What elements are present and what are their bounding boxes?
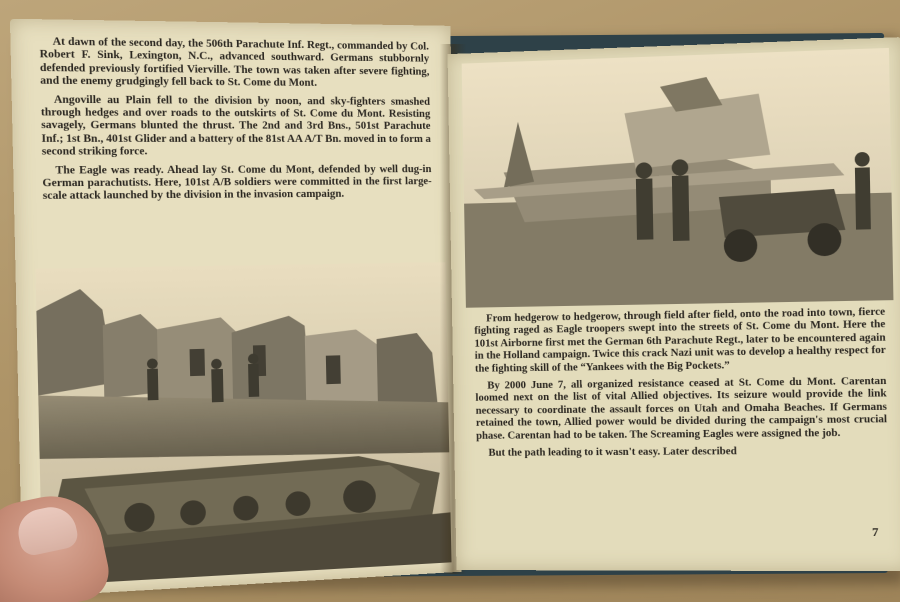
right-paragraph-2: By 2000 June 7, all organized resistance ceased at St. Come du Mont. Carentan loomed next on the list of vital Allied objectives. Its seizure would provide the link necessary to coordinate the assault forces on Utah and Omaha Beaches. If Germans retained the town, Allied power would be divided during the campaign's most crucial phase. Carentan had to be taken. The Screaming Eagles were assigned the job. xyxy=(475,375,888,442)
glider-jeep-illustration xyxy=(462,48,894,308)
page-number: 7 xyxy=(871,524,879,540)
left-page-text xyxy=(39,36,432,209)
right-page-text xyxy=(474,306,888,465)
left-paragraph-3: The Eagle was ready. Ahead lay St. Come du Mont, defended by well dug-in German parachutists. Here, 101st A/B soldiers were committed in the first large-scale attack launched by the division in the invasion campaign. xyxy=(42,163,432,203)
right-page xyxy=(448,37,900,571)
glider-jeep-photo xyxy=(462,48,894,308)
right-paragraph-3: But the path leading to it wasn't easy. Later described xyxy=(488,446,737,459)
right-paragraph-1: From hedgerow to hedgerow, through field after field, onto the road into town, fierce fighting raged as Eagle troopers swept into the streets of St. Come du Mont. Here the 101st Airborne first met the German 6th Parachute Regt., later to be encountered again in the Holland campaign. Twice this crack Nazi unit was to develop a healthy respect for the fighting skill of the “Yankees with the Big Pockets.” xyxy=(474,306,886,375)
left-paragraph-2: Angoville au Plain fell to the division by noon, and sky-fighters smashed through hedges and over roads to the outskirts of St. Come du Mont. Resisting savagely, Germans blunted the thrust. The 2nd and 3rd Bns., 501st Parachute Inf.; 1st Bn., 401st Glider and a battery of the 81st AA A/T Bn. moved in to form a second striking force. xyxy=(40,93,431,158)
left-paragraph-1: At dawn of the second day, the 506th Parachute Inf. Regt., commanded by Col. Robert F. Sink, Lexington, N.C., advanced southward. Germans stubbornly defended previously fortified Vierville. The town was taken after severe fighting, and the enemy grudgingly fell back to St. Come du Mont. xyxy=(39,36,430,90)
